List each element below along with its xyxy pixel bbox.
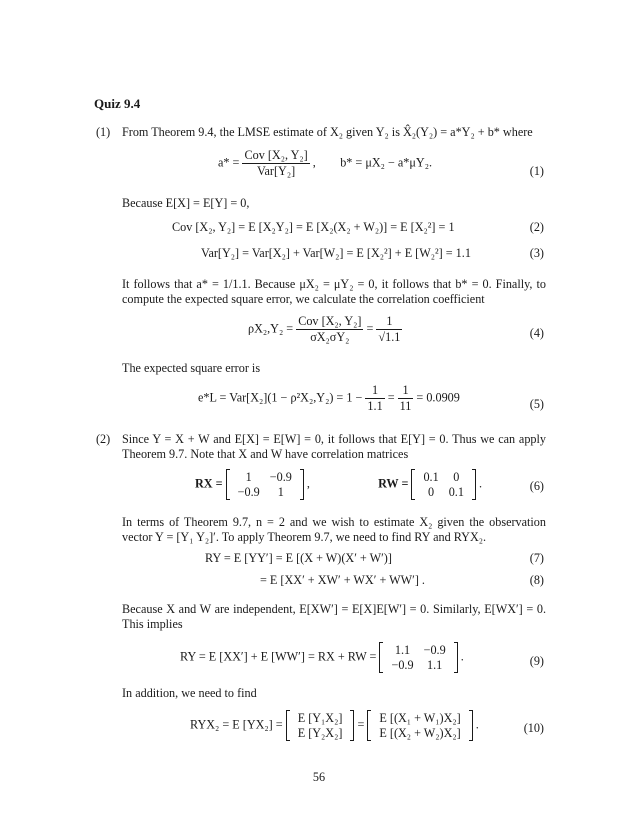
matrix-cell: 0	[428, 484, 435, 499]
equation-5	[198, 383, 460, 415]
eq4-denominator-1: σX₂σY₂	[296, 329, 363, 345]
eq5-numerator-2: 1	[402, 383, 409, 397]
equation-10	[190, 710, 479, 741]
matrix-a	[286, 710, 355, 741]
matrix-rx	[226, 469, 304, 500]
equation-2: Cov [X₂, Y₂] = E [X₂Y₂] = E [X₂(X₂ + W₂)] = E [X₂²] = 1	[172, 220, 455, 234]
eq3-number: (3)	[529, 246, 544, 260]
matrix-cell: E [(X₁ + W₁)X₂]	[379, 711, 461, 725]
matrix-cell: 1.1	[427, 657, 443, 672]
item1-label: (1)	[96, 125, 111, 139]
eq8-number: (8)	[529, 573, 544, 587]
equation-8: = E [XX′ + XW′ + WX′ + WW′] .	[260, 573, 425, 587]
eq5-lhs: e*L = Var[X₂](1 − ρ²X₂,Y₂) = 1 −	[198, 390, 363, 405]
matrix-cell: −0.9	[391, 657, 414, 672]
eq10-lhs: RYX₂ = E [YX₂] =	[190, 717, 283, 732]
addition-text: In addition, we need to find	[122, 686, 257, 700]
matrix-cell: 0.1	[423, 470, 439, 484]
eq4-fraction-1	[296, 314, 363, 346]
eq4-lhs: ρX₂,Y₂ =	[248, 321, 294, 336]
matrix-cell: 1.1	[394, 643, 411, 657]
equation-1	[218, 148, 432, 180]
eq5-denominator-2: 11	[399, 399, 412, 414]
eq10-number: (10)	[523, 721, 544, 735]
because-text: Because E[X] = E[Y] = 0,	[122, 196, 250, 210]
eq1-fraction	[242, 148, 309, 180]
item1-intro: From Theorem 9.4, the LMSE estimate of X₂ given Y₂ is X̂₂(Y₂) = a*Y₂ + b* where	[122, 125, 533, 139]
eq4-number: (4)	[529, 326, 544, 340]
matrix-cell: 0	[453, 470, 460, 484]
equation-9	[180, 642, 464, 673]
item2-intro: Since Y = X + W and E[X] = E[W] = 0, it follows that E[Y] = 0. Thus we can apply Theorem 9.7. Note that X and W have correlation matrices	[122, 432, 546, 462]
page-number: 56	[312, 770, 326, 784]
equation-3: Var[Y₂] = Var[X₂] + Var[W₂] = E [X₂²] + E [W₂²] = 1.1	[201, 246, 471, 260]
eq7-number: (7)	[529, 551, 544, 565]
matrix-cell: 1	[277, 484, 284, 499]
equation-4	[248, 314, 402, 346]
eq9-lhs: RY = E [XX′] + E [WW′] = RX + RW =	[180, 649, 377, 664]
eq1-lhs: a* =	[218, 155, 240, 170]
matrix-cell: −0.9	[237, 484, 260, 499]
eq1-rhs: , b* = μX₂ − a*μY₂.	[312, 155, 433, 170]
expected-text: The expected square error is	[122, 361, 261, 375]
eq1-numerator: Cov [X₂, Y₂]	[244, 148, 308, 162]
eq4-fraction-2	[376, 314, 402, 346]
terms-paragraph: In terms of Theorem 9.7, n = 2 and we wish to estimate X₂ given the observation vector Y = [Y₁ Y₂]′. To apply Theorem 9.7, we need to find RY and RYX₂.	[122, 515, 546, 545]
eq1-denominator: Var[Y₂]	[242, 163, 309, 179]
eq6-number: (6)	[529, 479, 544, 493]
eq6-end: .	[478, 476, 483, 491]
eq5-number: (5)	[529, 397, 544, 411]
eq6-lhs-rw: RW =	[378, 476, 409, 491]
eq4-denominator-2: √1.1	[378, 330, 401, 345]
matrix-b	[367, 710, 472, 741]
equation-7: RY = E [YY′] = E [(X + W)(X′ + W′)]	[205, 551, 392, 565]
eq5-fraction-2	[398, 383, 414, 415]
matrix-ry	[379, 642, 457, 673]
follows-paragraph: It follows that a* = 1/1.1. Because μX₂ = μY₂ = 0, it follows that b* = 0. Finally, to compute the expected square error, we calculate the correlation coefficient	[122, 277, 546, 307]
eq6-separator: ,	[306, 476, 310, 491]
matrix-cell: E [Y₁X₂]	[297, 711, 343, 725]
quiz-title: Quiz 9.4	[94, 96, 141, 111]
eq4-mid: =	[366, 321, 374, 336]
independent-paragraph: Because X and W are independent, E[XW′] = E[X]E[W′] = 0. Similarly, E[WX′] = 0. This implies	[122, 602, 546, 632]
eq5-denominator-1: 1.1	[367, 399, 383, 414]
equation-6	[195, 469, 482, 500]
item2-label: (2)	[96, 432, 111, 446]
eq5-fraction-1	[365, 383, 384, 415]
eq4-numerator-2: 1	[386, 314, 393, 328]
matrix-rw	[411, 469, 475, 500]
eq10-mid: =	[357, 717, 365, 732]
eq2-number: (2)	[529, 220, 544, 234]
eq5-rhs: = 0.0909	[416, 390, 460, 405]
eq6-lhs-rx: RX =	[195, 476, 223, 491]
eq5-numerator-1: 1	[371, 383, 379, 397]
matrix-cell: E [(X₂ + W₂)X₂]	[379, 725, 461, 740]
matrix-cell: E [Y₂X₂]	[297, 725, 343, 740]
matrix-cell: 1	[245, 470, 252, 484]
eq5-mid: =	[387, 390, 395, 405]
matrix-cell: −0.9	[423, 643, 446, 657]
eq1-number: (1)	[529, 164, 544, 178]
matrix-cell: 0.1	[448, 484, 464, 499]
eq10-end: .	[475, 717, 479, 732]
eq9-number: (9)	[529, 654, 544, 668]
eq4-numerator-1: Cov [X₂, Y₂]	[298, 314, 362, 328]
matrix-cell: −0.9	[269, 470, 292, 484]
eq9-end: .	[460, 649, 464, 664]
